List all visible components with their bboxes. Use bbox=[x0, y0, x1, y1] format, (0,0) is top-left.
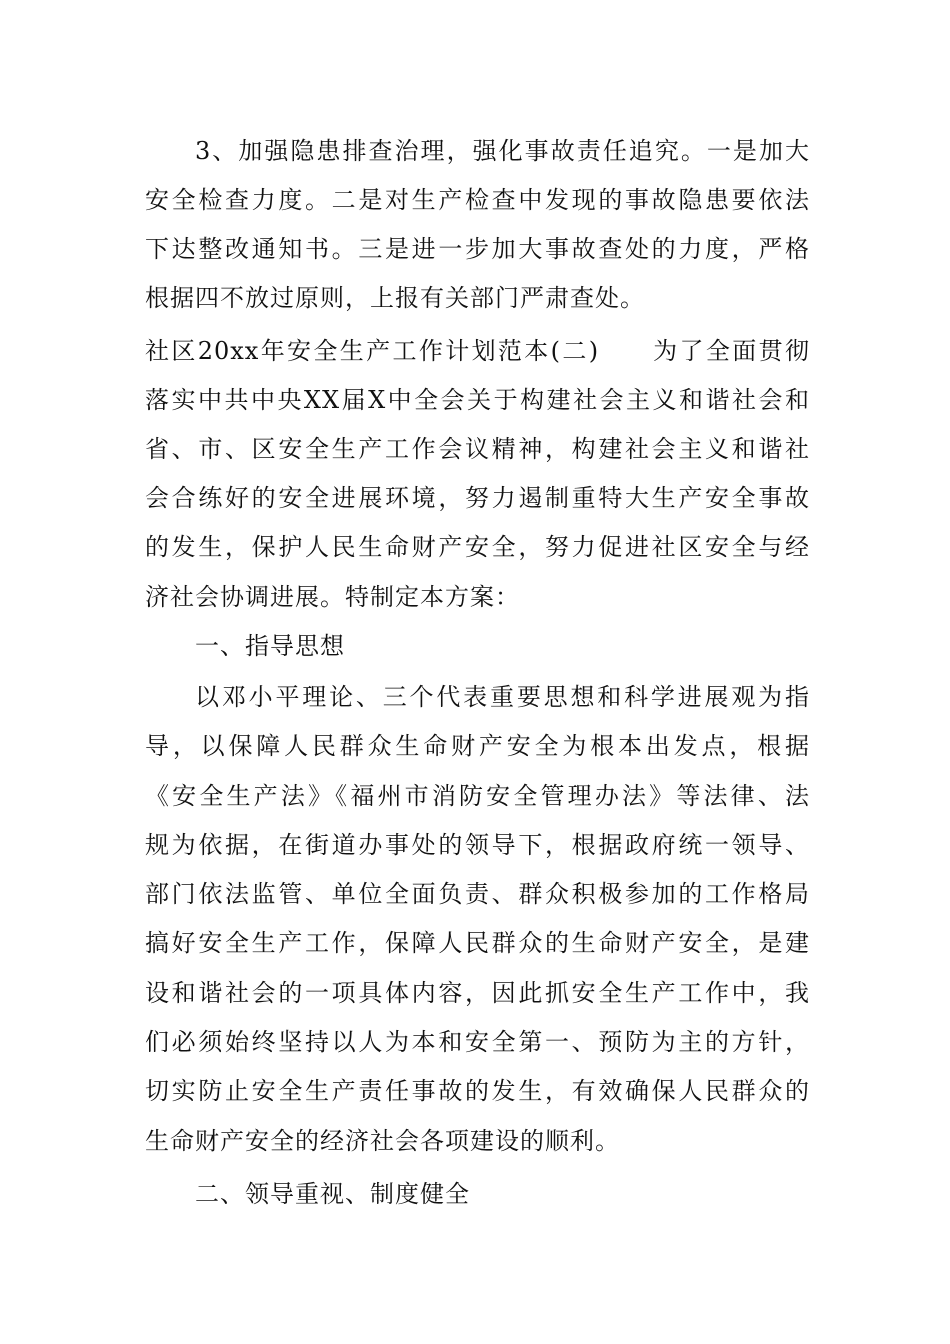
paragraph-line: 3、加强隐患排查治理，强化事故责任追究。一是加大 bbox=[195, 137, 810, 165]
paragraph-line: 搞好安全生产工作，保障人民群众的生命财产安全，是建 bbox=[145, 929, 810, 957]
paragraph-line: 生命财产安全的经济社会各项建设的顺利。 bbox=[145, 1127, 620, 1155]
heading-guiding-thought: 一、指导思想 bbox=[195, 632, 345, 660]
paragraph-line: 根据四不放过原则，上报有关部门严肃查处。 bbox=[145, 284, 645, 312]
paragraph-line: 规为依据，在街道办事处的领导下，根据政府统一领导、 bbox=[145, 831, 810, 859]
paragraph-line: 会合练好的安全进展环境，努力遏制重特大生产安全事故 bbox=[145, 484, 810, 512]
paragraph-line: 落实中共中央XX届X中全会关于构建社会主义和谐社会和 bbox=[145, 386, 810, 414]
paragraph-line: 设和谐社会的一项具体内容，因此抓安全生产工作中，我 bbox=[145, 979, 810, 1007]
paragraph-line: 省、市、区安全生产工作会议精神，构建社会主义和谐社 bbox=[145, 435, 810, 463]
paragraph-line: 以邓小平理论、三个代表重要思想和科学进展观为指 bbox=[195, 683, 810, 711]
paragraph-line: 们必须始终坚持以人为本和安全第一、预防为主的方针， bbox=[145, 1028, 810, 1056]
paragraph-line: 部门依法监管、单位全面负责、群众积极参加的工作格局 bbox=[145, 880, 810, 908]
paragraph-line: 下达整改通知书。三是进一步加大事故查处的力度，严格 bbox=[145, 235, 810, 263]
heading-leadership: 二、领导重视、制度健全 bbox=[195, 1180, 470, 1208]
paragraph-line: 济社会协调进展。特制定本方案： bbox=[145, 583, 520, 611]
section-title-line: 社区20xx年安全生产工作计划范本(二) 为了全面贯彻 bbox=[145, 337, 810, 365]
paragraph-line: 《安全生产法》《福州市消防安全管理办法》等法律、法 bbox=[145, 782, 810, 810]
paragraph-line: 的发生，保护人民生命财产安全，努力促进社区安全与经 bbox=[145, 533, 810, 561]
paragraph-line: 切实防止安全生产责任事故的发生，有效确保人民群众的 bbox=[145, 1077, 810, 1105]
paragraph-line: 导，以保障人民群众生命财产安全为根本出发点，根据 bbox=[145, 732, 810, 760]
paragraph-line: 安全检查力度。二是对生产检查中发现的事故隐患要依法 bbox=[145, 186, 810, 214]
